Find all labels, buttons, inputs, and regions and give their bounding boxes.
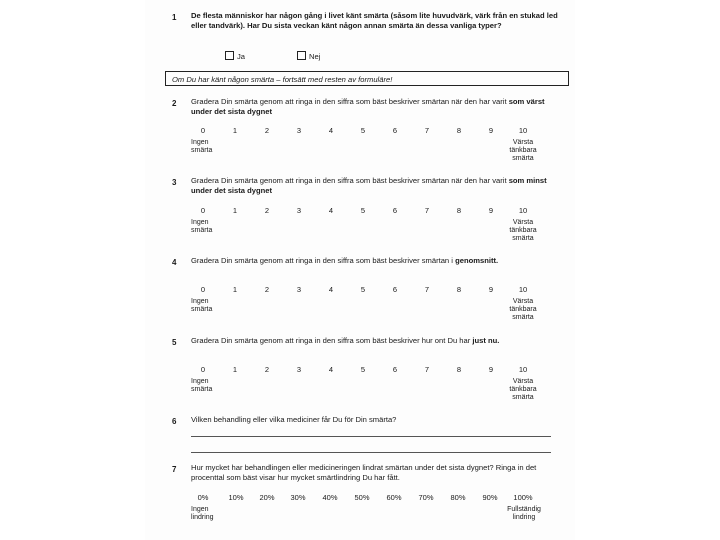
question-6-number: 6 [172,417,177,426]
relief-percent[interactable]: 50% [354,493,370,502]
scale-number[interactable]: 6 [392,126,398,135]
scale-number[interactable]: 7 [424,365,430,374]
scale-number[interactable]: 5 [360,365,366,374]
scale-number[interactable]: 3 [296,206,302,215]
answer-line-2[interactable] [191,452,551,453]
scale-number[interactable]: 10 [518,126,528,135]
checkbox-yes[interactable] [225,51,234,60]
scale-number[interactable]: 4 [328,365,334,374]
scale-number[interactable]: 10 [518,285,528,294]
question-1-text: De flesta människor har någon gång i livet känt smärta (såsom lite huvudvärk, värk från en stukad led eller tandvärk). Har Du sista veckan känt någon annan smärta än dessa vanliga typer? [191,11,558,30]
scale-number[interactable]: 2 [264,365,270,374]
scale-number[interactable]: 0 [200,126,206,135]
scale-number[interactable]: 8 [456,285,462,294]
instruction-box: Om Du har känt någon smärta – fortsätt med resten av formuläre! [165,71,569,86]
scale-number[interactable]: 1 [232,126,238,135]
scale-low-label: Ingen smärta [191,378,213,393]
question-5-number: 5 [172,338,177,347]
scale-number[interactable]: 3 [296,365,302,374]
scale-number[interactable]: 8 [456,206,462,215]
scale-number[interactable]: 9 [488,285,494,294]
answer-line-1[interactable] [191,436,551,437]
option-yes[interactable]: Ja [225,51,245,61]
scale-number[interactable]: 6 [392,285,398,294]
questionnaire-page [145,0,575,540]
question-2-text: Gradera Din smärta genom att ringa in den siffra som bäst beskriver smärtan när den har varit som värst under det sista dygnet [191,97,545,116]
question-3-number: 3 [172,178,177,187]
scale-number[interactable]: 9 [488,206,494,215]
relief-percent[interactable]: 0% [197,493,209,502]
scale-high-label: Värsta tänkbara smärta [509,378,537,401]
question-2-number: 2 [172,99,177,108]
scale-number[interactable]: 0 [200,206,206,215]
question-7-number: 7 [172,465,177,474]
scale-number[interactable]: 2 [264,206,270,215]
relief-percent[interactable]: 40% [322,493,338,502]
question-6-text: Vilken behandling eller vilka mediciner får Du för Din smärta? [191,415,397,424]
scale-number[interactable]: 6 [392,206,398,215]
relief-percent[interactable]: 90% [482,493,498,502]
question-5-text: Gradera Din smärta genom att ringa in den siffra som bäst beskriver hur ont Du har just nu. [191,336,500,345]
scale-number[interactable]: 7 [424,285,430,294]
relief-percent[interactable]: 100% [513,493,533,502]
scale-low-label: Ingen smärta [191,298,213,313]
relief-percent[interactable]: 70% [418,493,434,502]
scale-number[interactable]: 8 [456,365,462,374]
scale-number[interactable]: 4 [328,126,334,135]
scale-number[interactable]: 8 [456,126,462,135]
scale-number[interactable]: 10 [518,206,528,215]
scale-number[interactable]: 4 [328,285,334,294]
scale-number[interactable]: 4 [328,206,334,215]
scale-number[interactable]: 0 [200,365,206,374]
scale-number[interactable]: 2 [264,285,270,294]
scale-high-label: Värsta tänkbara smärta [509,219,537,242]
relief-high-label: Fullständig lindring [507,506,541,521]
scale-number[interactable]: 1 [232,206,238,215]
scale-number[interactable]: 9 [488,365,494,374]
question-4-text: Gradera Din smärta genom att ringa in den siffra som bäst beskriver smärtan i genomsnitt. [191,256,499,265]
scale-number[interactable]: 7 [424,126,430,135]
relief-percent[interactable]: 60% [386,493,402,502]
scale-number[interactable]: 6 [392,365,398,374]
question-4-number: 4 [172,258,177,267]
scale-number[interactable]: 9 [488,126,494,135]
scale-high-label: Värsta tänkbara smärta [509,139,537,162]
scale-number[interactable]: 3 [296,285,302,294]
scale-low-label: Ingen smärta [191,139,213,154]
scale-number[interactable]: 7 [424,206,430,215]
option-no[interactable]: Nej [297,51,320,61]
scale-number[interactable]: 1 [232,365,238,374]
scale-number[interactable]: 5 [360,206,366,215]
scale-number[interactable]: 2 [264,126,270,135]
question-1-number: 1 [172,13,177,22]
scale-number[interactable]: 10 [518,365,528,374]
scale-number[interactable]: 0 [200,285,206,294]
relief-percent[interactable]: 30% [290,493,306,502]
question-7-text: Hur mycket har behandlingen eller medicineringen lindrat smärtan under det sista dygnet? Ringa in det procenttal som bäst visar hur mycket smärtlindring Du har fått. [191,463,537,482]
checkbox-no[interactable] [297,51,306,60]
relief-percent[interactable]: 80% [450,493,466,502]
relief-percent[interactable]: 10% [228,493,244,502]
question-3-text: Gradera Din smärta genom att ringa in den siffra som bäst beskriver smärtan när den har varit som minst under det sista dygnet [191,176,547,195]
relief-percent[interactable]: 20% [259,493,275,502]
scale-number[interactable]: 3 [296,126,302,135]
relief-low-label: Ingen lindring [191,506,214,521]
scale-low-label: Ingen smärta [191,219,213,234]
scale-high-label: Värsta tänkbara smärta [509,298,537,321]
scale-number[interactable]: 1 [232,285,238,294]
scale-number[interactable]: 5 [360,285,366,294]
scale-number[interactable]: 5 [360,126,366,135]
